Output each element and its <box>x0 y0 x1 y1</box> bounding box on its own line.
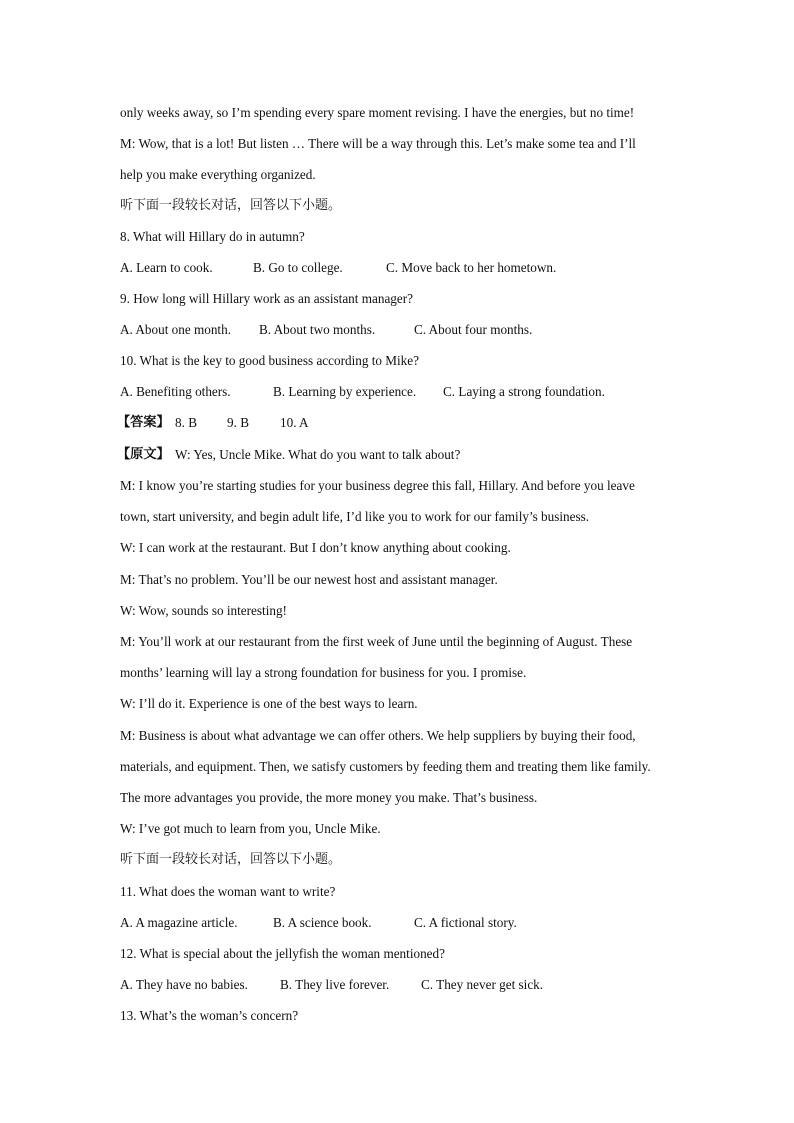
option-c: C. Laying a strong foundation. <box>443 384 605 399</box>
text-line: W: Wow, sounds so interesting! <box>120 603 287 618</box>
option-a: A. Benefiting others. <box>120 384 231 399</box>
option-c: C. Move back to her hometown. <box>386 260 557 275</box>
text-line: W: I can work at the restaurant. But I don’t know anything about cooking. <box>120 540 511 555</box>
option-a: A. Learn to cook. <box>120 260 213 275</box>
option-b: B. They live forever. <box>280 977 390 992</box>
question-10: 10. What is the key to good business according to Mike? <box>120 353 419 368</box>
question-9: 9. How long will Hillary work as an assistant manager? <box>120 291 413 306</box>
option-b: B. A science book. <box>273 915 372 930</box>
option-b: B. Learning by experience. <box>273 384 417 399</box>
text-line: help you make everything organized. <box>120 167 316 182</box>
answer-label: 【答案】 <box>117 415 170 430</box>
text-line: M: That’s no problem. You’ll be our newest host and assistant manager. <box>120 572 498 587</box>
text-line: materials, and equipment. Then, we satisfy customers by feeding them and treating them like family. <box>120 759 651 774</box>
answer-10: 10. A <box>280 415 309 430</box>
option-c: C. A fictional story. <box>414 915 517 930</box>
section-instruction: 听下面一段较长对话，回答以下小题。 <box>120 852 342 867</box>
option-b: B. Go to college. <box>253 260 343 275</box>
transcript-label: 【原文】 <box>117 447 170 462</box>
text-line: The more advantages you provide, the more money you make. That’s business. <box>120 790 538 805</box>
text-line: M: Business is about what advantage we can offer others. We help suppliers by buying their food, <box>120 728 636 743</box>
text-line: W: I’ll do it. Experience is one of the best ways to learn. <box>120 696 418 711</box>
question-11: 11. What does the woman want to write? <box>120 884 336 899</box>
option-b: B. About two months. <box>259 322 376 337</box>
text-line: M: You’ll work at our restaurant from the first week of June until the beginning of August. These <box>120 634 633 649</box>
option-a: A. A magazine article. <box>120 915 238 930</box>
question-13: 13. What’s the woman’s concern? <box>120 1008 299 1023</box>
question-12: 12. What is special about the jellyfish the woman mentioned? <box>120 946 445 961</box>
text-line: M: Wow, that is a lot! But listen … There will be a way through this. Let’s make some tea and I’ll <box>120 136 636 151</box>
option-a: A. They have no babies. <box>120 977 248 992</box>
text-line: months’ learning will lay a strong foundation for business for you. I promise. <box>120 665 527 680</box>
section-instruction: 听下面一段较长对话，回答以下小题。 <box>120 198 342 213</box>
text-line: M: I know you’re starting studies for your business degree this fall, Hillary. And before you leave <box>120 478 635 493</box>
text-line: town, start university, and begin adult life, I’d like you to work for our family’s business. <box>120 509 590 524</box>
question-8: 8. What will Hillary do in autumn? <box>120 229 305 244</box>
option-c: C. They never get sick. <box>421 977 544 992</box>
text-line: W: I’ve got much to learn from you, Uncle Mike. <box>120 821 381 836</box>
answer-9: 9. B <box>227 415 249 430</box>
text-line: only weeks away, so I’m spending every spare moment revising. I have the energies, but no time! <box>120 105 635 120</box>
option-c: C. About four months. <box>414 322 533 337</box>
answer-8: 8. B <box>175 415 197 430</box>
transcript-first-line: W: Yes, Uncle Mike. What do you want to talk about? <box>175 447 461 462</box>
option-a: A. About one month. <box>120 322 231 337</box>
